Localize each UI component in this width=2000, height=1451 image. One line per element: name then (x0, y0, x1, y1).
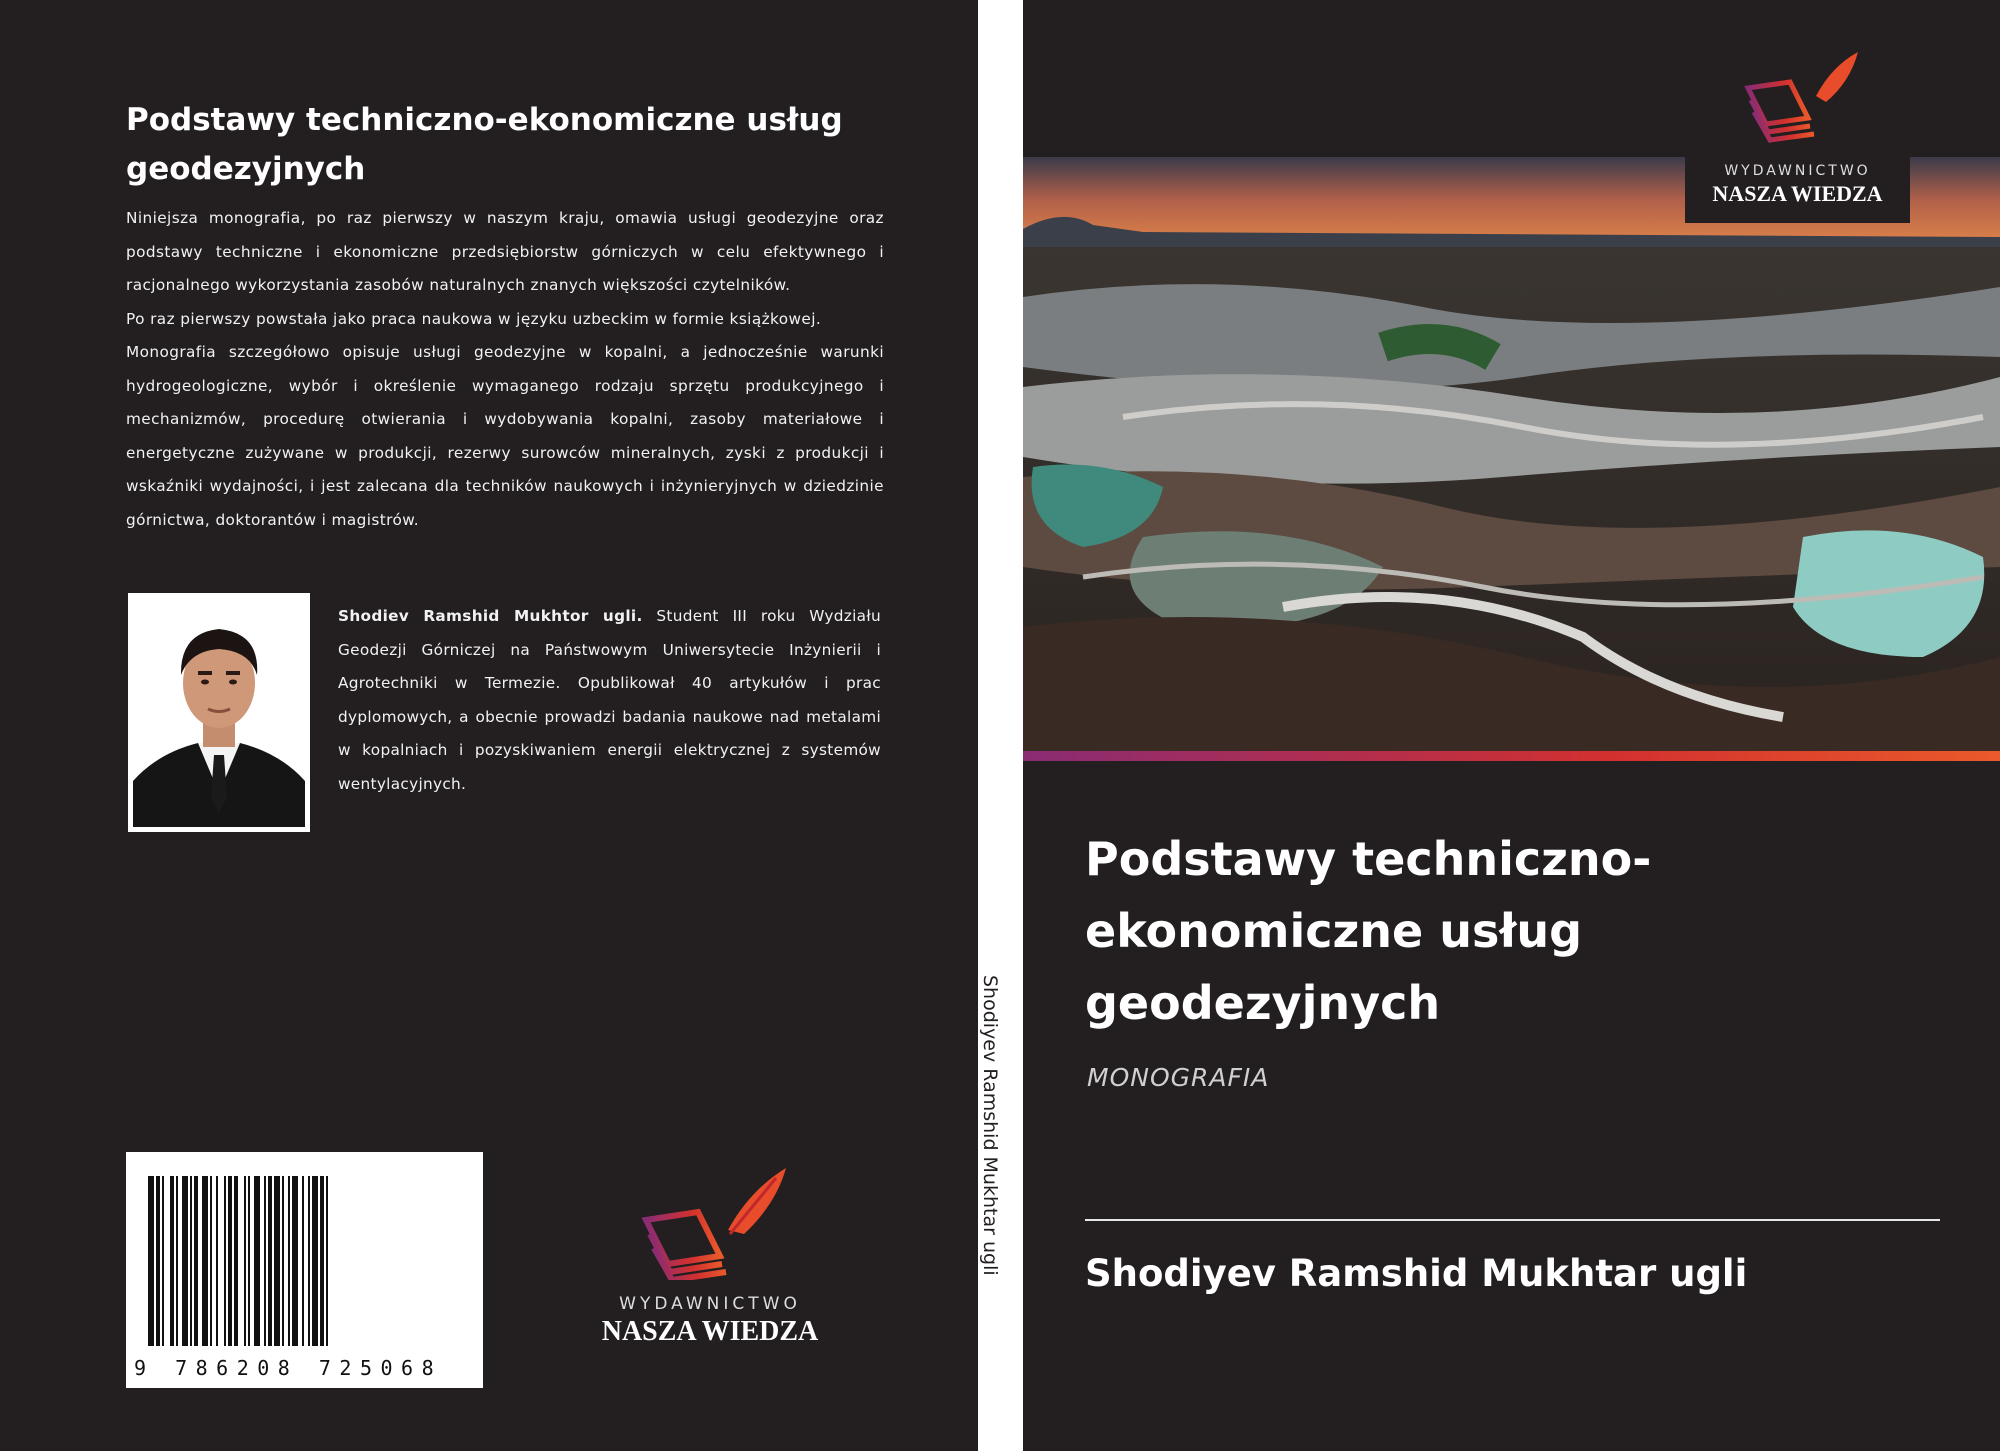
barcode-bar (326, 1176, 328, 1346)
barcode-bar (182, 1176, 188, 1346)
title-divider (1085, 1219, 1940, 1221)
front-cover-author: Shodiyev Ramshid Mukhtar ugli (1085, 1252, 1748, 1295)
barcode-bar (216, 1176, 218, 1346)
blurb-paragraph: Monografia szczegółowo opisuje usługi geodezyjne w kopalni, a jednocześnie warunki hydrogeologiczne, wybór i określenie wymaganego rodzaju sprzętu produkcyjnego i mechanizmów, procedurę otwierania i wydobywania kopalni, zasoby materiałowe i energetyczne zużywane w produkcji, rezerwy surowców mineralnych, zyski z produkcji i wskaźniki wydajności, i jest zalecana dla techników naukowych i inżynieryjnych w dziedzinie górnictwa, doktorantów i magistrów. (126, 343, 884, 529)
publisher-name: NASZA WIEDZA (1712, 181, 1883, 206)
author-bio-name: Shodiev Ramshid Mukhtor ugli. (338, 607, 643, 625)
barcode-bar (264, 1176, 266, 1346)
barcode-bar (312, 1176, 318, 1346)
author-bio-text: Student III roku Wydziału Geodezji Górniczej na Państwowym Uniwersytecie Inżynierii i Agrotechniki w Termezie. Opublikował 40 artykułów i prac dyplomowych, a obecnie prowadzi badania naukowe nad metalami w kopalniach i pozyskiwaniem energii elektrycznej z systemów wentylacyjnych. (338, 607, 881, 793)
author-bio (338, 600, 881, 801)
barcode-bar (268, 1176, 272, 1346)
book-quill-logo-icon (1740, 52, 1860, 162)
blurb-paragraph: Po raz pierwszy powstała jako praca naukowa w języku uzbeckim w formie książkowej. (126, 309, 822, 328)
barcode-bar (302, 1176, 304, 1346)
front-cover-title: Podstawy techniczno-ekonomiczne usług geodezyjnych (1085, 832, 1652, 1030)
publisher-small-text: WYDAWNICTWO (1724, 163, 1871, 179)
barcode-bar (156, 1176, 160, 1346)
front-accent-stripe (1023, 751, 2000, 761)
back-cover-blurb (126, 202, 884, 537)
book-quill-logo-icon (580, 1160, 840, 1280)
blurb-paragraph: Niniejsza monografia, po raz pierwszy w naszym kraju, omawia usługi geodezyjne oraz podstawy techniczne i ekonomiczne przedsiębiorstw górniczych w celu efektywnego i racjonalnego wykorzystania zasobów naturalnych znanych większości czytelników. (126, 209, 884, 294)
barcode-bar (254, 1176, 260, 1346)
barcode-bar (162, 1176, 164, 1346)
barcode-bar (190, 1176, 192, 1346)
barcode-bars (126, 1152, 483, 1388)
barcode-bar (244, 1176, 246, 1346)
front-publisher-logo (1685, 157, 1910, 223)
series-label: MONOGRAFIA (1087, 1063, 1270, 1092)
barcode-bar (274, 1176, 280, 1346)
spine-author: Shodiyev Ramshid Mukhtar ugli (979, 975, 1001, 1276)
barcode-bar (292, 1176, 298, 1346)
isbn-barcode (126, 1152, 483, 1388)
back-publisher-logo (580, 1160, 840, 1350)
mine-quarry-photo (1023, 157, 2000, 751)
barcode-bar (228, 1176, 232, 1346)
barcode-bar (176, 1176, 178, 1346)
back-cover (0, 0, 978, 1451)
barcode-bar (224, 1176, 226, 1346)
barcode-bar (148, 1176, 154, 1346)
barcode-bar (288, 1176, 290, 1346)
back-cover-title: Podstawy techniczno-ekonomiczne usług geodezyjnych (126, 102, 843, 187)
barcode-bar (170, 1176, 174, 1346)
barcode-bar (210, 1176, 212, 1346)
barcode-bar (248, 1176, 250, 1346)
publisher-name: NASZA WIEDZA (601, 1316, 819, 1347)
publisher-small-text: WYDAWNICTWO (619, 1294, 801, 1314)
barcode-bar (308, 1176, 310, 1346)
barcode-bar (282, 1176, 284, 1346)
author-portrait (128, 593, 310, 832)
barcode-digits: 9 786208 725068 (134, 1356, 443, 1380)
barcode-bar (320, 1176, 324, 1346)
barcode-bar (202, 1176, 208, 1346)
barcode-bar (234, 1176, 238, 1346)
barcode-bar (194, 1176, 198, 1346)
